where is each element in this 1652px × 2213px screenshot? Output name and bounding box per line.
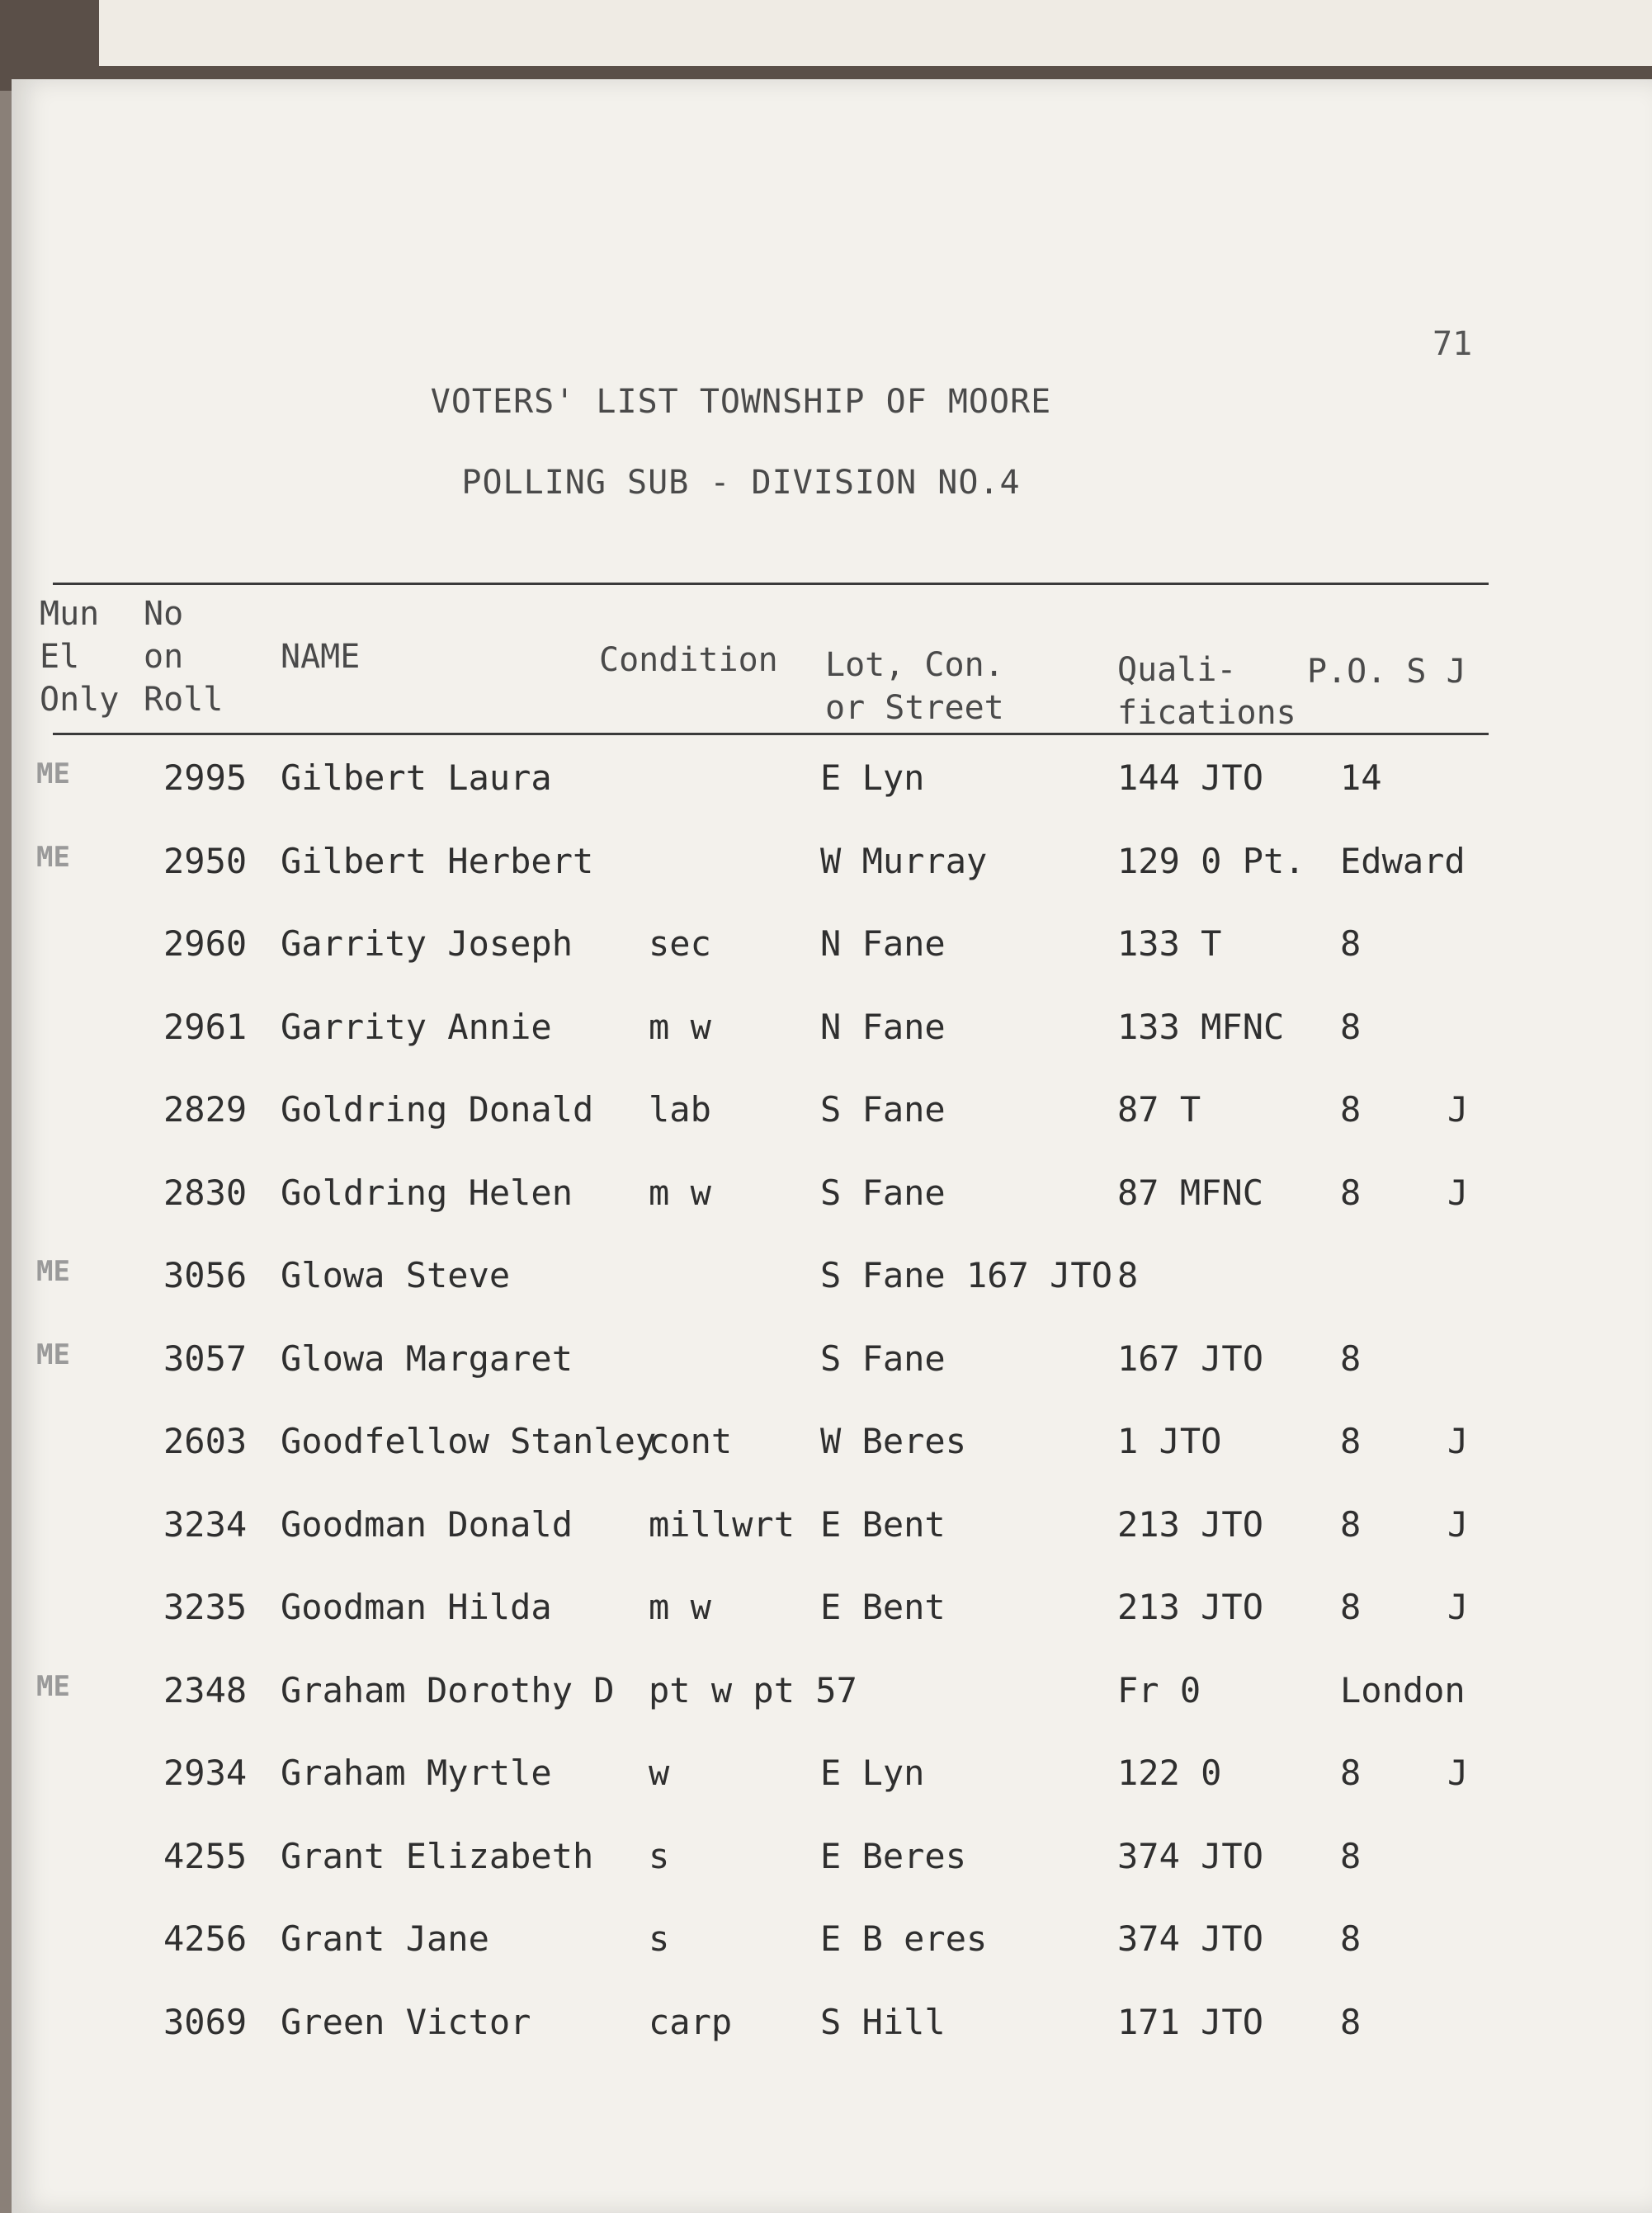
lot-street: E Bent (820, 1503, 946, 1545)
post-office: 8 (1340, 1172, 1362, 1213)
condition: s (649, 1835, 670, 1876)
post-office: 8 (1340, 1006, 1362, 1047)
qualifications: 213 JTO (1117, 1587, 1264, 1627)
post-office: London (1340, 1669, 1466, 1710)
document-page (12, 79, 1652, 2213)
lot-street: E Lyn (820, 1753, 925, 1793)
lot-street: W Beres (820, 1421, 967, 1461)
page-top-edge (99, 0, 1652, 66)
post-office: 8 (1340, 1338, 1362, 1379)
mun-el-flag: ME (36, 757, 70, 790)
table-row (12, 2002, 1652, 2076)
voter-name: Grant Elizabeth (281, 1835, 594, 1876)
voter-name: Garrity Annie (281, 1006, 552, 1047)
mun-el-flag: ME (36, 1669, 70, 1703)
condition: m w (649, 1587, 711, 1627)
qualifications: 144 JTO (1117, 757, 1264, 798)
header-lot-con: Lot, Con. or Street (825, 646, 1004, 727)
table-row (12, 1753, 1652, 1827)
document-subtitle: POLLING SUB - DIVISION NO.4 (461, 464, 1021, 502)
lot-street: N Fane (820, 1006, 946, 1047)
voter-name: Garrity Joseph (281, 923, 573, 964)
roll-number: 3235 (163, 1587, 248, 1627)
qualifications: 8 (1117, 1255, 1139, 1295)
post-office: Edward (1340, 840, 1466, 881)
voter-name: Grant Jane (281, 1918, 489, 1959)
post-office: 8 (1340, 1753, 1362, 1793)
post-office: 8 (1340, 1503, 1362, 1545)
voter-name: Glowa Steve (281, 1255, 511, 1295)
lot-street: E B eres (820, 1918, 988, 1959)
voter-name: Goodfellow Stanley (281, 1421, 657, 1461)
qualifications: 374 JTO (1117, 1835, 1264, 1876)
juror-flag: J (1447, 1089, 1469, 1130)
roll-number: 3069 (163, 2001, 248, 2042)
header-top-rule (53, 583, 1489, 585)
roll-number: 2960 (163, 923, 248, 964)
qualifications: 129 0 Pt. (1117, 840, 1305, 881)
post-office: 8 (1340, 2001, 1362, 2042)
condition: w (649, 1753, 670, 1793)
voter-name: Green Victor (281, 2001, 531, 2042)
voter-name: Glowa Margaret (281, 1338, 573, 1379)
qualifications: 87 T (1117, 1089, 1201, 1130)
condition: pt w pt 57 (649, 1669, 857, 1710)
roll-number: 3056 (163, 1255, 248, 1295)
voter-name: Goldring Donald (281, 1089, 594, 1130)
post-office: 8 (1340, 1918, 1362, 1959)
qualifications: Fr 0 (1117, 1669, 1201, 1710)
lot-street: S Fane (820, 1338, 946, 1379)
voter-name: Gilbert Herbert (281, 840, 594, 881)
table-row (12, 1089, 1652, 1163)
post-office: 14 (1340, 757, 1382, 798)
voter-name: Goldring Helen (281, 1172, 573, 1213)
qualifications: 171 JTO (1117, 2001, 1264, 2042)
voter-name: Graham Dorothy D (281, 1669, 615, 1710)
lot-street: S Fane 167 JTO (820, 1255, 1113, 1295)
header-bottom-rule (53, 733, 1489, 735)
table-row (12, 1836, 1652, 1910)
header-qualifications: Quali- fications (1117, 651, 1296, 732)
table-row (12, 757, 1652, 832)
table-row (12, 1670, 1652, 1744)
lot-street: S Fane (820, 1172, 946, 1213)
voter-name: Gilbert Laura (281, 757, 552, 798)
qualifications: 374 JTO (1117, 1918, 1264, 1959)
condition: millwrt (649, 1503, 795, 1545)
qualifications: 87 MFNC (1117, 1172, 1264, 1213)
lot-street: N Fane (820, 923, 946, 964)
photo-background-top (0, 0, 1652, 91)
juror-flag: J (1447, 1503, 1469, 1545)
qualifications: 122 0 (1117, 1753, 1222, 1793)
condition: s (649, 1918, 670, 1959)
lot-street: E Lyn (820, 757, 925, 798)
qualifications: 1 JTO (1117, 1421, 1222, 1461)
condition: lab (649, 1089, 711, 1130)
table-row (12, 1007, 1652, 1081)
mun-el-flag: ME (36, 1338, 70, 1371)
lot-street: E Bent (820, 1587, 946, 1627)
header-no-on-roll: No on Roll (144, 595, 224, 719)
qualifications: 133 MFNC (1117, 1006, 1285, 1047)
lot-street: S Hill (820, 2001, 946, 2042)
table-row (12, 1338, 1652, 1413)
roll-number: 3057 (163, 1338, 248, 1379)
lot-street: W Murray (820, 840, 988, 881)
roll-number: 4256 (163, 1918, 248, 1959)
condition: carp (649, 2001, 733, 2042)
voter-name: Goodman Hilda (281, 1587, 552, 1627)
voter-name: Graham Myrtle (281, 1753, 552, 1793)
table-row (12, 1173, 1652, 1247)
qualifications: 213 JTO (1117, 1503, 1264, 1545)
table-row (12, 841, 1652, 915)
header-po-s-j: P.O. S J (1307, 653, 1466, 691)
roll-number: 3234 (163, 1503, 248, 1545)
roll-number: 2830 (163, 1172, 248, 1213)
table-row (12, 1504, 1652, 1578)
table-row (12, 923, 1652, 998)
roll-number: 2603 (163, 1421, 248, 1461)
roll-number: 2829 (163, 1089, 248, 1130)
lot-street: S Fane (820, 1089, 946, 1130)
roll-number: 2961 (163, 1006, 248, 1047)
page-number: 71 (1433, 325, 1473, 363)
mun-el-flag: ME (36, 1255, 70, 1288)
post-office: 8 (1340, 1835, 1362, 1876)
table-row (12, 1587, 1652, 1661)
table-row (12, 1421, 1652, 1495)
juror-flag: J (1447, 1753, 1469, 1793)
lot-street: E Beres (820, 1835, 967, 1876)
juror-flag: J (1447, 1421, 1469, 1461)
condition: sec (649, 923, 711, 964)
post-office: 8 (1340, 1089, 1362, 1130)
roll-number: 2934 (163, 1753, 248, 1793)
voter-name: Goodman Donald (281, 1503, 573, 1545)
table-row (12, 1255, 1652, 1329)
header-condition: Condition (599, 641, 778, 679)
roll-number: 2950 (163, 840, 248, 881)
qualifications: 167 JTO (1117, 1338, 1264, 1379)
header-name: NAME (281, 638, 361, 676)
condition: m w (649, 1172, 711, 1213)
roll-number: 4255 (163, 1835, 248, 1876)
condition: m w (649, 1006, 711, 1047)
juror-flag: J (1447, 1172, 1469, 1213)
roll-number: 2995 (163, 757, 248, 798)
table-row (12, 1918, 1652, 1993)
qualifications: 133 T (1117, 923, 1222, 964)
document-title: VOTERS' LIST TOWNSHIP OF MOORE (430, 383, 1052, 421)
post-office: 8 (1340, 1421, 1362, 1461)
juror-flag: J (1447, 1587, 1469, 1627)
post-office: 8 (1340, 1587, 1362, 1627)
header-mun-el-only: Mun El Only (40, 595, 120, 719)
condition: cont (649, 1421, 733, 1461)
post-office: 8 (1340, 923, 1362, 964)
mun-el-flag: ME (36, 840, 70, 874)
roll-number: 2348 (163, 1669, 248, 1710)
